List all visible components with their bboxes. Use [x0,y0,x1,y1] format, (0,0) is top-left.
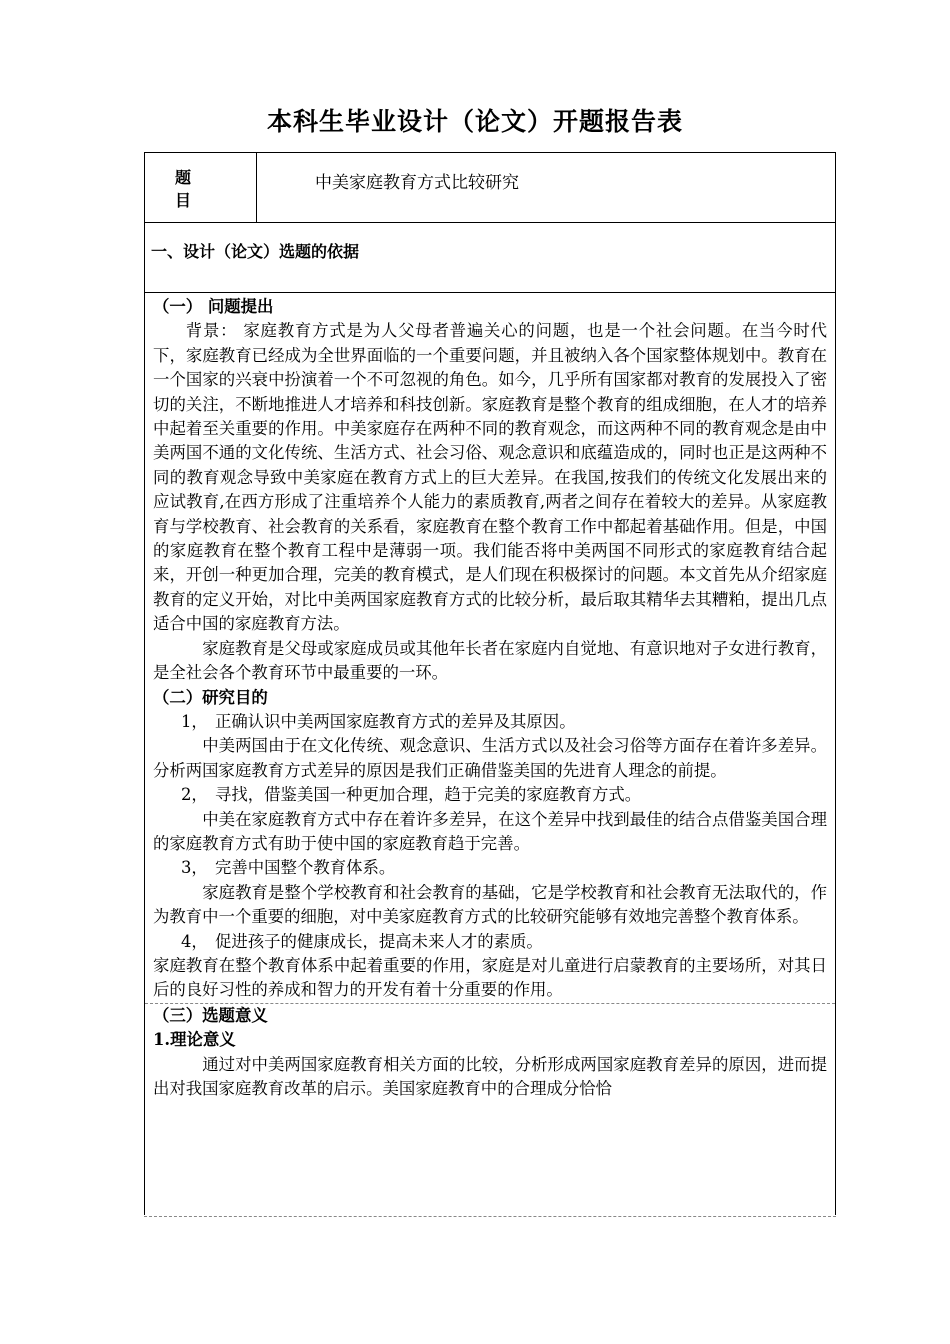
topic-row [145,153,835,223]
document-title: 本科生毕业设计（论文）开题报告表 [266,107,683,136]
purpose-item-4-title [153,930,827,954]
problem-paragraph-1: 背景： 家庭教育方式是为人父母者普遍关心的问题，也是一个社会问题。在当今时代下，家庭教育已经成为全世界面临的一个重要问题，并且被纳入各个国家整体规划中。教育在一个国家的兴衰中扮演着一个不可忽视的角色。如今，几乎所有国家都对教育的发展投入了密切的关注，不断地推进人才培养和科技创新。家庭教育是整个教育的组成细胞，在人才的培养中起着至关重要的作用。中美家庭存在两种不同的教育观念，而这两种不同的教育观念是由中美两国不通的文化传统、生活方式、社会习俗、观念意识和底蕴造成的，同时也正是这两种不同的教育观念导致中美家庭在教育方式上的巨大差异。在我国,按我们的传统文化发展出来的应试教育,在西方形成了注重培养个人能力的素质教育,两者之间存在着较大的差异。从家庭教育与学校教育、社会教育的关系看，家庭教育在整个教育工作中都起着基础作用。但是，中国的家庭教育在整个教育工程中是薄弱一项。我们能否将中美两国不同形式的家庭教育结合起来，开创一种更加合理，完美的教育模式，是人们现在积极探讨的问题。本文首先从介绍家庭教育的定义开始，对比中美两国家庭教育方式的比较分析，最后取其精华去其糟粕，提出几点适合中国的家庭教育方法。 [153,321,827,634]
purpose-item-4-num: 4， [181,931,208,951]
significance-subheading-theory: 1.理论意义 [153,1030,236,1050]
report-form [144,152,836,1215]
purpose-item-3-text: 完善中国整个教育体系。 [215,858,396,878]
purpose-item-4-text: 促进孩子的健康成长，提高未来人才的素质。 [215,931,543,951]
purpose-item-3-title [153,856,827,880]
problem-paragraph-2: 家庭教育是父母或家庭成员或其他年长者在家庭内自觉地、有意识地对子女进行教育，是全社会各个教育环节中最重要的一环。 [153,638,827,683]
significance-paragraph-1: 通过对中美两国家庭教育相关方面的比较，分析形成两国家庭教育差异的原因，进而提出对我国家庭教育改革的启示。美国家庭教育中的合理成分恰恰 [153,1054,827,1098]
purpose-item-1-num: 1， [181,711,208,731]
purpose-item-3-body: 家庭教育是整个学校教育和社会教育的基础，它是学校教育和社会教育无法取代的，作为教育中一个重要的细胞，对中美家庭教育方式的比较研究能够有效地完善整个教育体系。 [153,882,827,927]
purpose-heading: （二）研究目的 [153,687,268,707]
section1-content [145,293,835,1215]
page-bottom-divider [144,1216,836,1217]
purpose-item-4-body: 家庭教育在整个教育体系中起着重要的作用，家庭是对儿童进行启蒙教育的主要场所，对其日后的良好习性的养成和智力的开发有着十分重要的作用。 [153,955,827,1000]
purpose-item-1-title [153,710,827,734]
significance-heading: （三）选题意义 [153,1005,268,1025]
purpose-item-2-num: 2， [181,785,208,805]
purpose-item-2-text: 寻找，借鉴美国一种更加合理，趋于完美的家庭教育方式。 [215,785,642,805]
purpose-item-3-num: 3， [181,858,208,878]
topic-value: 中美家庭教育方式比较研究 [315,173,519,193]
purpose-item-2-body: 中美在家庭教育方式中存在着许多差异，在这个差异中找到最佳的结合点借鉴美国合理的家庭教育方式有助于使中国的家庭教育趋于完善。 [153,809,827,853]
topic-label: 题 目 [145,153,257,222]
problem-heading: （一） 问题提出 [153,297,274,316]
purpose-item-1-body: 中美两国由于在文化传统、观念意识、生活方式以及社会习俗等方面存在着许多差异。分析两国家庭教育方式差异的原因是我们正确借鉴美国的先进育人理念的前提。 [153,736,827,780]
purpose-item-2-title [153,783,827,807]
section1-heading: 一、设计（论文）选题的依据 [145,223,835,293]
purpose-item-1-text: 正确认识中美两国家庭教育方式的差异及其原因。 [215,711,576,731]
